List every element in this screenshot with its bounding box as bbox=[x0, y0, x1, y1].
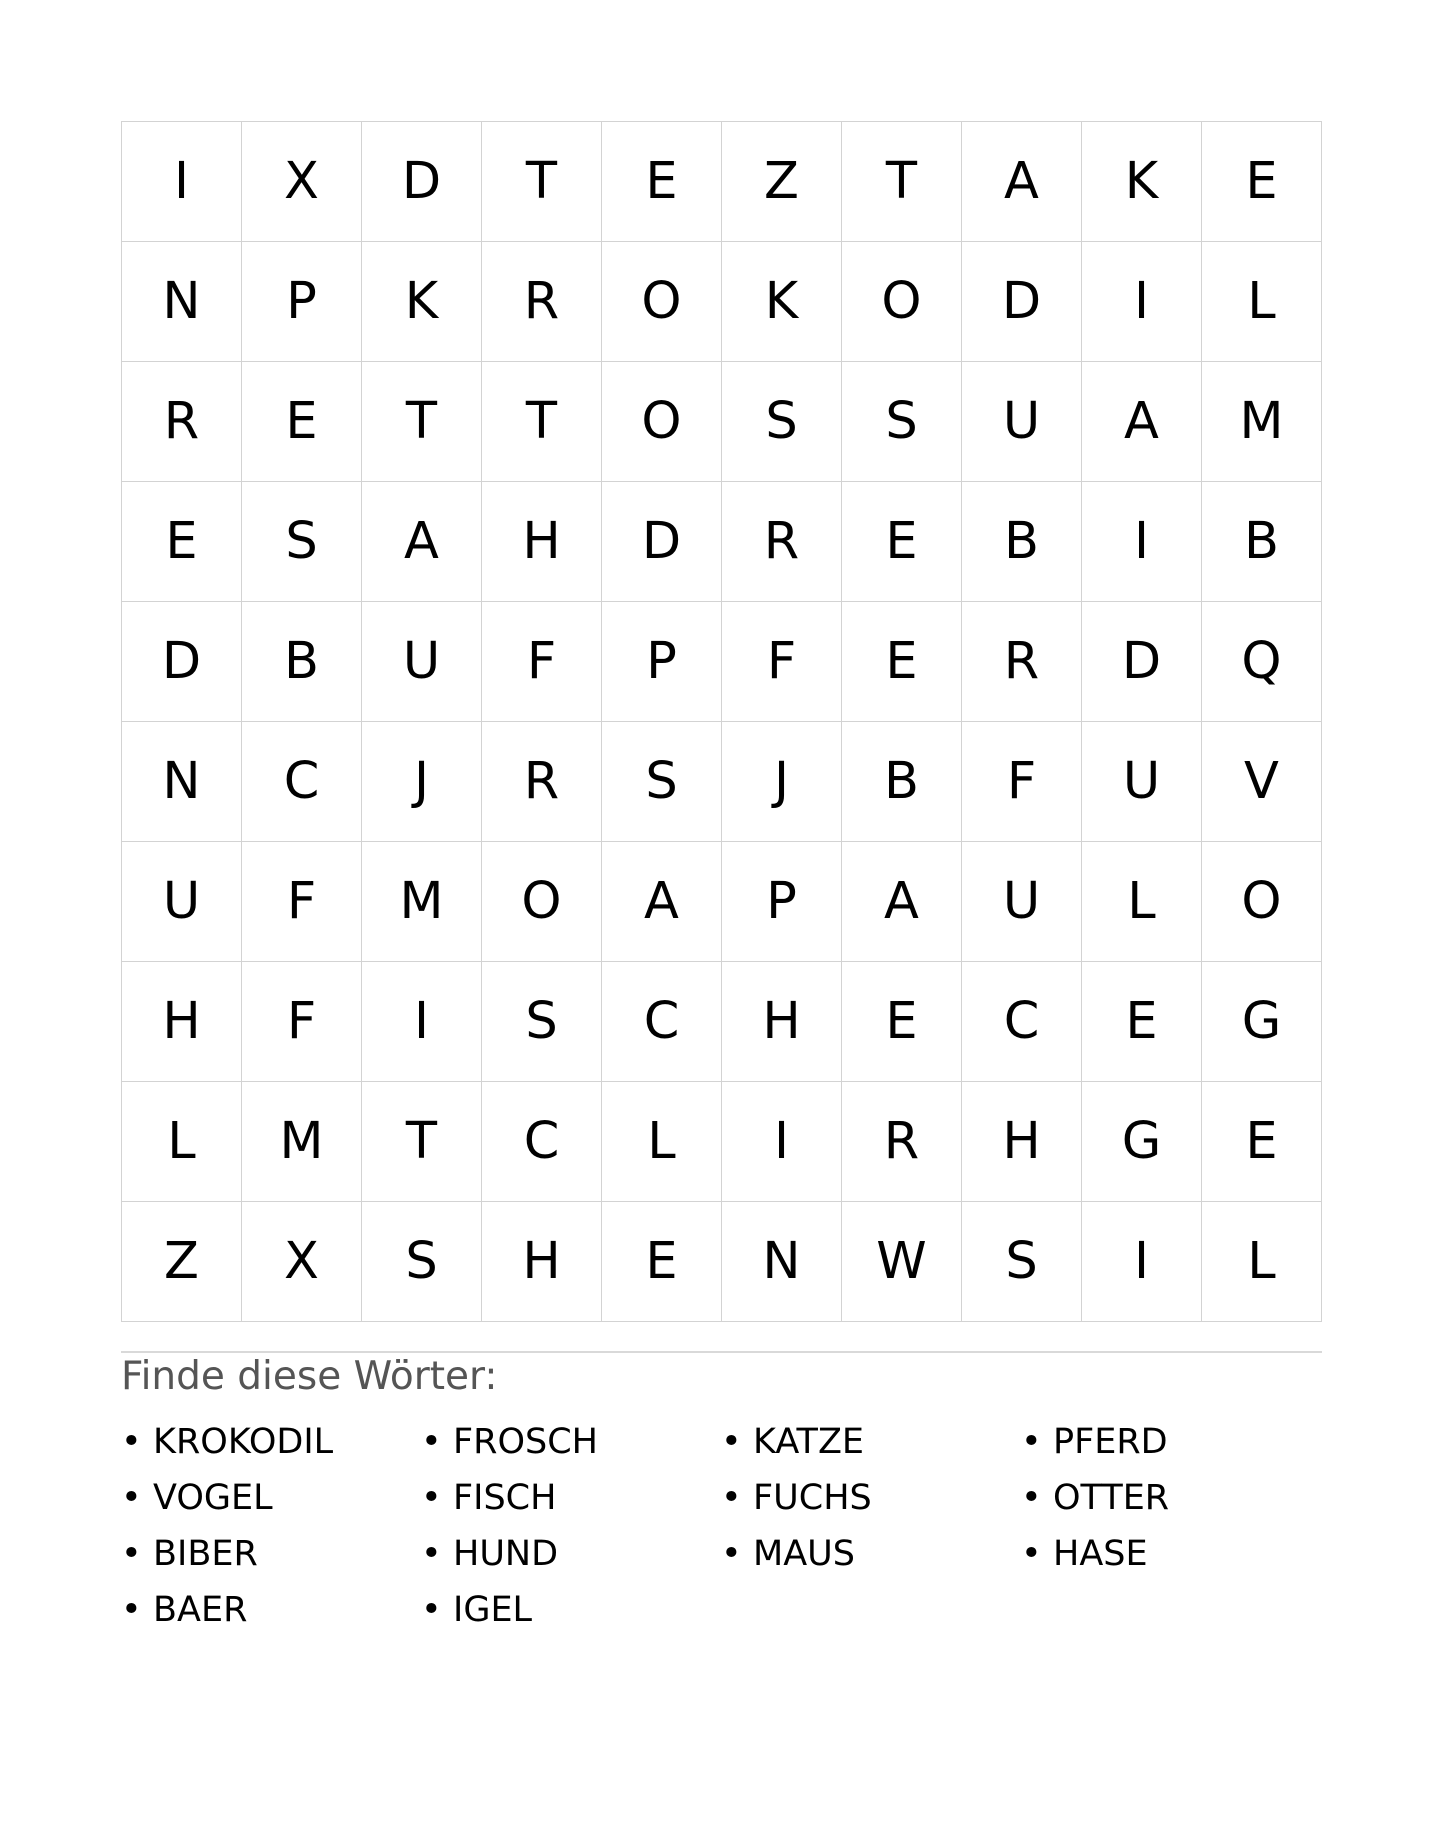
grid-cell[interactable]: W bbox=[842, 1202, 962, 1322]
word-label: BAER bbox=[153, 1590, 248, 1630]
bullet-icon: • bbox=[421, 1534, 442, 1574]
grid-cell[interactable]: S bbox=[482, 962, 602, 1082]
grid-cell[interactable]: M bbox=[362, 842, 482, 962]
grid-cell[interactable]: U bbox=[962, 842, 1082, 962]
word-list bbox=[121, 1414, 1322, 1638]
grid-cell[interactable]: E bbox=[122, 482, 242, 602]
word-list-item bbox=[421, 1414, 721, 1470]
grid-cell[interactable]: X bbox=[242, 122, 362, 242]
grid-cell[interactable]: D bbox=[362, 122, 482, 242]
grid-cell[interactable]: E bbox=[602, 122, 722, 242]
grid-cell[interactable]: N bbox=[722, 1202, 842, 1322]
grid-cell[interactable]: D bbox=[602, 482, 722, 602]
bullet-icon: • bbox=[721, 1478, 742, 1518]
grid-cell[interactable]: O bbox=[482, 842, 602, 962]
grid-cell[interactable]: B bbox=[242, 602, 362, 722]
grid-cell[interactable]: R bbox=[122, 362, 242, 482]
grid-cell[interactable]: T bbox=[362, 362, 482, 482]
grid-cell[interactable]: L bbox=[602, 1082, 722, 1202]
grid-cell[interactable]: U bbox=[962, 362, 1082, 482]
grid-cell[interactable]: O bbox=[602, 362, 722, 482]
grid-cell[interactable]: K bbox=[722, 242, 842, 362]
grid-cell[interactable]: D bbox=[1082, 602, 1202, 722]
grid-cell[interactable]: C bbox=[962, 962, 1082, 1082]
word-list-item bbox=[721, 1470, 1021, 1526]
word-list-item bbox=[721, 1526, 1021, 1582]
grid-cell[interactable]: L bbox=[1082, 842, 1202, 962]
grid-cell[interactable]: P bbox=[602, 602, 722, 722]
grid-cell[interactable]: I bbox=[1082, 242, 1202, 362]
grid-cell[interactable]: R bbox=[842, 1082, 962, 1202]
grid-cell[interactable]: R bbox=[722, 482, 842, 602]
word-list-item bbox=[121, 1414, 421, 1470]
word-label: FUCHS bbox=[753, 1478, 872, 1518]
grid-cell[interactable]: J bbox=[362, 722, 482, 842]
word-list-item bbox=[121, 1582, 421, 1638]
grid-cell[interactable]: T bbox=[482, 122, 602, 242]
grid-cell[interactable]: X bbox=[242, 1202, 362, 1322]
grid-cell[interactable]: S bbox=[962, 1202, 1082, 1322]
word-list-item bbox=[1021, 1526, 1321, 1582]
grid-cell[interactable]: T bbox=[842, 122, 962, 242]
word-label: HASE bbox=[1053, 1534, 1148, 1574]
grid-cell[interactable]: H bbox=[722, 962, 842, 1082]
grid-cell[interactable]: N bbox=[122, 722, 242, 842]
grid-cell[interactable]: A bbox=[362, 482, 482, 602]
grid-cell[interactable]: D bbox=[962, 242, 1082, 362]
grid-cell[interactable]: B bbox=[962, 482, 1082, 602]
grid-cell[interactable]: H bbox=[962, 1082, 1082, 1202]
grid-cell[interactable]: E bbox=[242, 362, 362, 482]
word-list-item bbox=[1021, 1470, 1321, 1526]
grid-cell[interactable]: E bbox=[842, 962, 962, 1082]
word-label: OTTER bbox=[1053, 1478, 1170, 1518]
word-list-item bbox=[121, 1526, 421, 1582]
grid-cell[interactable]: Z bbox=[722, 122, 842, 242]
grid-cell[interactable]: S bbox=[722, 362, 842, 482]
grid-cell[interactable]: Q bbox=[1202, 602, 1322, 722]
grid-cell[interactable]: C bbox=[482, 1082, 602, 1202]
bullet-icon: • bbox=[721, 1534, 742, 1574]
grid-cell[interactable]: T bbox=[362, 1082, 482, 1202]
word-label: KATZE bbox=[753, 1422, 865, 1462]
grid-cell[interactable]: N bbox=[122, 242, 242, 362]
grid-cell[interactable]: V bbox=[1202, 722, 1322, 842]
grid-cell[interactable]: G bbox=[1082, 1082, 1202, 1202]
grid-cell[interactable]: H bbox=[482, 1202, 602, 1322]
grid-cell[interactable]: O bbox=[602, 242, 722, 362]
grid-cell[interactable]: U bbox=[1082, 722, 1202, 842]
grid-cell[interactable]: L bbox=[1202, 242, 1322, 362]
word-label: FROSCH bbox=[453, 1422, 598, 1462]
grid-cell[interactable]: M bbox=[242, 1082, 362, 1202]
grid-cell[interactable]: B bbox=[1202, 482, 1322, 602]
bullet-icon: • bbox=[121, 1590, 142, 1630]
word-list-item bbox=[421, 1526, 721, 1582]
grid-cell[interactable]: A bbox=[842, 842, 962, 962]
bullet-icon: • bbox=[1021, 1478, 1042, 1518]
bullet-icon: • bbox=[121, 1534, 142, 1574]
grid-cell[interactable]: I bbox=[362, 962, 482, 1082]
bullet-icon: • bbox=[721, 1422, 742, 1462]
word-list-item bbox=[121, 1470, 421, 1526]
grid-cell[interactable]: E bbox=[602, 1202, 722, 1322]
grid-cell[interactable]: S bbox=[242, 482, 362, 602]
grid-cell[interactable]: S bbox=[602, 722, 722, 842]
bullet-icon: • bbox=[1021, 1422, 1042, 1462]
grid-cell[interactable]: R bbox=[482, 242, 602, 362]
grid-cell[interactable]: R bbox=[482, 722, 602, 842]
grid-cell[interactable]: A bbox=[962, 122, 1082, 242]
grid-cell[interactable]: I bbox=[1082, 482, 1202, 602]
grid-cell[interactable]: G bbox=[1202, 962, 1322, 1082]
bullet-icon: • bbox=[421, 1422, 442, 1462]
bullet-icon: • bbox=[121, 1422, 142, 1462]
letter-grid bbox=[121, 121, 1322, 1322]
grid-cell[interactable]: T bbox=[482, 362, 602, 482]
word-label: FISCH bbox=[453, 1478, 557, 1518]
grid-cell[interactable]: C bbox=[602, 962, 722, 1082]
grid-cell[interactable]: P bbox=[242, 242, 362, 362]
grid-cell[interactable]: E bbox=[842, 602, 962, 722]
grid-cell[interactable]: R bbox=[962, 602, 1082, 722]
word-list-item bbox=[721, 1414, 1021, 1470]
grid-cell[interactable]: P bbox=[722, 842, 842, 962]
grid-cell[interactable]: Z bbox=[122, 1202, 242, 1322]
bullet-icon: • bbox=[421, 1590, 442, 1630]
grid-cell[interactable]: A bbox=[602, 842, 722, 962]
grid-cell[interactable]: F bbox=[482, 602, 602, 722]
word-label: PFERD bbox=[1053, 1422, 1168, 1462]
grid-cell[interactable]: I bbox=[1082, 1202, 1202, 1322]
grid-cell[interactable]: F bbox=[722, 602, 842, 722]
grid-cell[interactable]: U bbox=[122, 842, 242, 962]
word-label: MAUS bbox=[753, 1534, 855, 1574]
grid-cell[interactable]: O bbox=[842, 242, 962, 362]
grid-cell[interactable]: L bbox=[1202, 1202, 1322, 1322]
word-label: KROKODIL bbox=[153, 1422, 334, 1462]
grid-cell[interactable]: H bbox=[122, 962, 242, 1082]
word-label: HUND bbox=[453, 1534, 559, 1574]
grid-cell[interactable]: B bbox=[842, 722, 962, 842]
grid-cell[interactable]: S bbox=[842, 362, 962, 482]
grid-cell[interactable]: I bbox=[122, 122, 242, 242]
grid-cell[interactable]: E bbox=[1202, 122, 1322, 242]
grid-cell[interactable]: U bbox=[362, 602, 482, 722]
bullet-icon: • bbox=[121, 1478, 142, 1518]
grid-cell[interactable]: E bbox=[842, 482, 962, 602]
grid-cell[interactable]: K bbox=[1082, 122, 1202, 242]
grid-cell[interactable]: I bbox=[722, 1082, 842, 1202]
bullet-icon: • bbox=[421, 1478, 442, 1518]
word-list-item bbox=[1021, 1414, 1321, 1470]
grid-cell[interactable]: A bbox=[1082, 362, 1202, 482]
grid-cell[interactable]: K bbox=[362, 242, 482, 362]
bullet-icon: • bbox=[1021, 1534, 1042, 1574]
grid-cell[interactable]: E bbox=[1082, 962, 1202, 1082]
word-list-heading: Finde diese Wörter: bbox=[121, 1354, 498, 1399]
grid-cell[interactable]: O bbox=[1202, 842, 1322, 962]
grid-cell[interactable]: C bbox=[242, 722, 362, 842]
grid-cell[interactable]: F bbox=[242, 962, 362, 1082]
grid-cell[interactable]: H bbox=[482, 482, 602, 602]
grid-cell[interactable]: S bbox=[362, 1202, 482, 1322]
grid-cell[interactable]: J bbox=[722, 722, 842, 842]
grid-cell[interactable]: F bbox=[962, 722, 1082, 842]
grid-cell[interactable]: F bbox=[242, 842, 362, 962]
grid-cell[interactable]: M bbox=[1202, 362, 1322, 482]
grid-cell[interactable]: L bbox=[122, 1082, 242, 1202]
grid-cell[interactable]: E bbox=[1202, 1082, 1322, 1202]
word-label: VOGEL bbox=[153, 1478, 273, 1518]
word-list-item bbox=[421, 1582, 721, 1638]
word-list-item bbox=[421, 1470, 721, 1526]
word-label: IGEL bbox=[453, 1590, 533, 1630]
word-label: BIBER bbox=[153, 1534, 258, 1574]
grid-cell[interactable]: D bbox=[122, 602, 242, 722]
